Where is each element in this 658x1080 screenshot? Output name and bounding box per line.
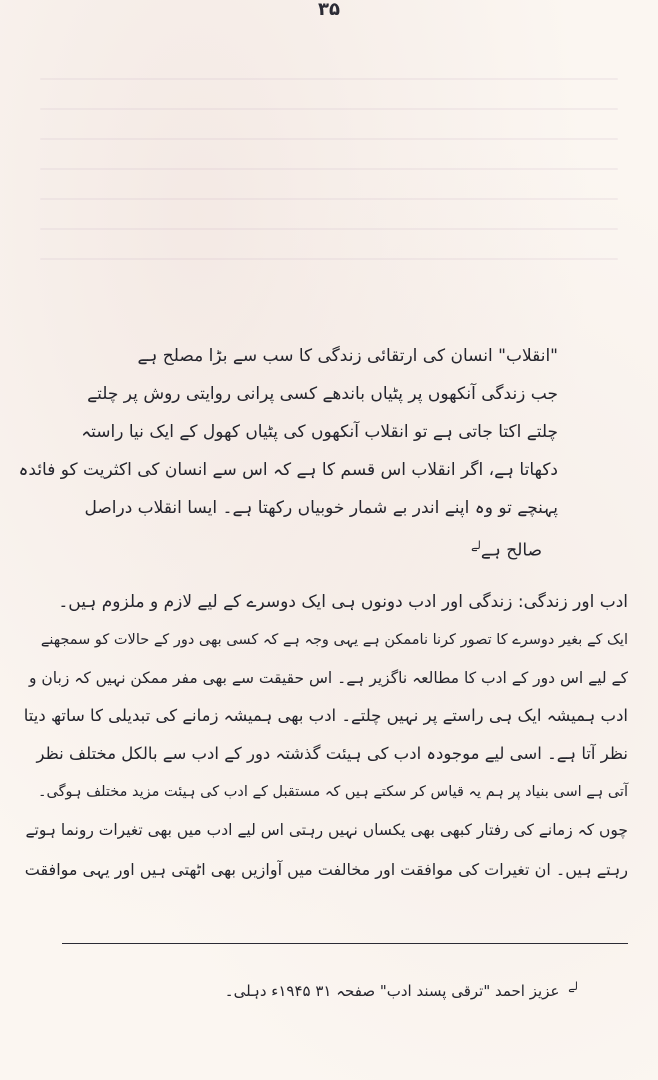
footnote-divider [62, 943, 628, 944]
body-line: ایک کے بغیر دوسرے کا تصور کرنا ناممکن ہے یہی وجہ ہے کہ کسی بھی دور کے حالات کو سمجھنے [40, 632, 628, 648]
body-line: رہتے ہیں۔ ان تغیرات کی موافقت اور مخالفت میں آوازیں بھی اٹھتی ہیں اور یہی موافقت [24, 860, 628, 879]
body-line: ادب ہمیشہ ایک ہی راستے پر نہیں چلتے۔ ادب بھی ہمیشہ زمانے کی تبدیلی کا ساتھ دیتا [23, 706, 628, 725]
quote-line [467, 533, 542, 564]
quote-line: چلتے اکتا جاتی ہے تو انقلاب آنکھوں کی پٹیاں کھول کے ایک نیا راستہ [81, 422, 558, 442]
body-line: چوں کہ زمانے کی رفتار کبھی بھی یکساں نہیں رہتی اس لیے ادب میں بھی تغیرات رونما ہوتے [25, 821, 628, 839]
bleed-through-line [40, 258, 618, 260]
bleed-through-line [40, 138, 618, 140]
bleed-through-line [40, 198, 618, 200]
footnote [225, 975, 578, 1003]
bleed-through-line [40, 78, 618, 80]
body-line: ادب اور زندگی: زندگی اور ادب دونوں ہی ایک دوسرے کے لیے لازم و ملزوم ہیں۔ [58, 592, 628, 612]
quote-line: پہنچے تو وہ اپنے اندر بے شمار خوبیاں رکھتا ہے۔ ایسا انقلاب دراصل [84, 498, 558, 518]
quote-line: دکھاتا ہے، اگر انقلاب اس قسم کا ہے کہ اس سے انسان کی اکثریت کو فائدہ [18, 460, 558, 480]
bleed-through-line [40, 168, 618, 170]
body-line: نظر آتا ہے۔ اسی لیے موجودہ ادب کی ہیئت گذشتہ دور کے ادب سے بالکل مختلف نظر [36, 744, 628, 763]
quote-line: "انقلاب" انسان کی ارتقائی زندگی کا سب سے بڑا مصلح ہے [137, 346, 558, 366]
footnote-marker: لے [568, 980, 578, 993]
bleed-through-line [40, 108, 618, 110]
quote-line-text: صالح ہے [480, 540, 542, 561]
bleed-through-line [40, 228, 618, 230]
page-number: ۳۵ [318, 0, 340, 20]
body-line: کے لیے اس دور کے ادب کا مطالعہ ناگزیر ہے۔ اس حقیقت سے بھی مفر ممکن نہیں کہ زبان و [29, 669, 628, 687]
body-line: آتی ہے اسی بنیاد پر ہم یہ قیاس کر سکتے ہیں کہ مستقبل کے ادب کی ہیئت مزید مختلف ہوگی۔ [38, 784, 628, 800]
quote-line: جب زندگی آنکھوں پر پٹیاں باندھے کسی پرانی روایتی روش پر چلتے [87, 384, 558, 404]
footnote-reference: لے [471, 539, 481, 552]
footnote-text: عزیز احمد "ترقی پسند ادب" صفحہ ۳۱ ۱۹۴۵ء دہلی۔ [224, 982, 560, 1000]
